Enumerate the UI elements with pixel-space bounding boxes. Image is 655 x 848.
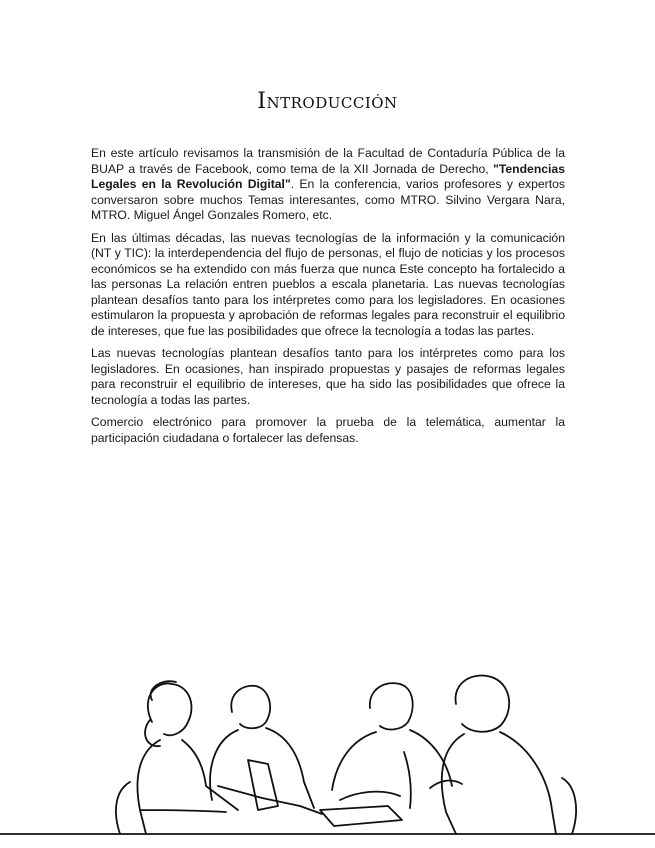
- paragraph-2: En las últimas décadas, las nuevas tecnologías de la información y la comunicación (NT y TIC): la interdependencia del flujo de personas, el flujo de noticias y los procesos económicos se ha extendido con más fuerza que nunca Este concepto ha fortalecido a las personas La relación entren pueblos a escala planetaria. Las nuevas tecnologías plantean desafíos tanto para los intérpretes como para los legisladores. En ocasiones estimularon la propuesta y aprobación de reformas legales para reconstruir el equilibrio de intereses, que fue las posibilidades que ofrece la tecnología a todas las partes.: [91, 230, 565, 338]
- paragraph-1: [91, 146, 565, 224]
- chair-right: [562, 778, 576, 834]
- pen-line: [300, 806, 322, 814]
- article-body: [91, 146, 565, 453]
- person-4-head: [456, 676, 510, 732]
- person-2-head: [231, 686, 270, 729]
- person-4-body: [430, 732, 556, 834]
- person-3-head: [370, 683, 413, 729]
- paragraph-1-text-start: En este artículo revisamos la transmisión de la Facultad de Contaduría Pública de la BUAP a través de Facebook, como tema de la XII Jornada de Derecho,: [91, 146, 565, 176]
- paragraph-1-text-end: . En la conferencia, varios profesores y expertos conversaron sobre muchos Temas interesantes, como MTRO. Silvino Vergara Nara, MTRO. Miguel Ángel Gonzales Romero, etc.: [91, 177, 565, 222]
- person-2-body: [210, 728, 314, 808]
- paragraph-4: Comercio electrónico para promover la prueba de la telemática, aumentar la participación ciudadana o fortalecer las defensas.: [91, 415, 565, 445]
- page-title: Introducción: [257, 88, 398, 114]
- person-1-head: [148, 683, 192, 735]
- laptop: [248, 760, 278, 810]
- paragraph-1-bold-title: "Tendencias Legales en la Revolución Digital": [91, 161, 565, 191]
- chair-left: [116, 782, 130, 834]
- meeting-line-art: [0, 660, 655, 848]
- meeting-illustration: [0, 660, 655, 848]
- paragraph-3: Las nuevas tecnologías plantean desafíos tanto para los intérpretes como para los legisladores. En ocasiones, han inspirado propuestas y pasajes de reformas legales para reconstruir el equilibrio de intereses, que ha sido las posibilidades que ofrece la tecnología a todas las partes.: [91, 346, 565, 407]
- person-3-body: [332, 730, 452, 808]
- paper-stack: [320, 806, 402, 826]
